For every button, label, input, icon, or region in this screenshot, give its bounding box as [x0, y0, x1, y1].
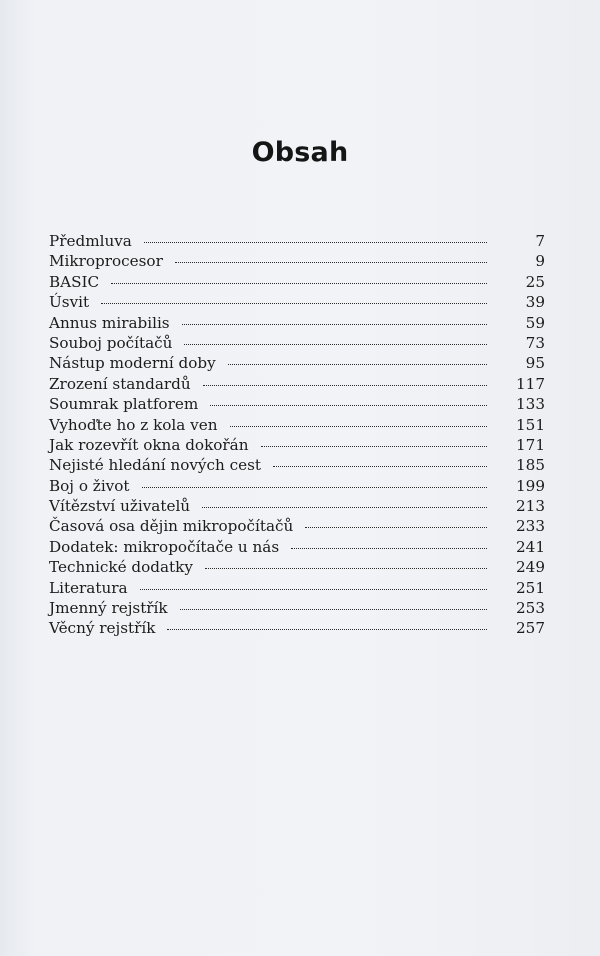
- toc-entry-page-number: 185: [516, 456, 545, 475]
- dot-leader: [261, 446, 487, 447]
- toc-entry: [49, 251, 545, 271]
- toc-entry-title: Vítězství uživatelů: [49, 497, 191, 516]
- toc-entry-page-number: 39: [525, 293, 545, 312]
- dot-leader: [182, 324, 487, 325]
- toc-entry-page-number: 117: [516, 374, 545, 393]
- toc-entry: [49, 374, 545, 394]
- toc-entry-page-number: 73: [525, 333, 545, 352]
- dot-leader: [175, 262, 487, 263]
- toc-entry: [49, 333, 545, 353]
- dot-leader: [144, 242, 487, 243]
- toc-entry-title: Úsvit: [49, 293, 90, 312]
- toc-entry-title: Zrození standardů: [49, 374, 191, 393]
- toc-entry: [49, 292, 545, 312]
- page-title: Obsah: [251, 137, 349, 168]
- dot-leader: [167, 629, 487, 630]
- toc-entry-page-number: 257: [516, 619, 545, 638]
- dot-leader: [140, 589, 487, 590]
- toc-entry-page-number: 151: [516, 415, 545, 434]
- toc-entry-page-number: 133: [516, 395, 545, 414]
- toc-entry-page-number: 7: [535, 232, 545, 250]
- toc-entry: [49, 537, 545, 557]
- toc-entry-page-number: 249: [516, 558, 545, 577]
- dot-leader: [210, 405, 487, 406]
- toc-entry-page-number: 9: [535, 252, 545, 271]
- toc-entry: [49, 557, 545, 577]
- dot-leader: [205, 568, 487, 569]
- toc-entry-title: Nejisté hledání nových cest: [49, 456, 262, 475]
- toc-entry-title: Jmenný rejstřík: [49, 599, 168, 618]
- dot-leader: [228, 364, 487, 365]
- toc-entry-page-number: 253: [516, 599, 545, 618]
- dot-leader: [202, 507, 487, 508]
- toc-entry-title: Soumrak platforem: [49, 395, 199, 414]
- toc-entry: [49, 231, 545, 251]
- toc-entry: [49, 415, 545, 435]
- dot-leader: [111, 283, 487, 284]
- toc-entry-title: Boj o život: [49, 476, 130, 495]
- dot-leader: [142, 487, 488, 488]
- toc-entry-page-number: 241: [516, 537, 545, 556]
- toc-entry-title: Nástup moderní doby: [49, 354, 216, 373]
- toc-entry-page-number: 59: [525, 313, 545, 332]
- toc-entry-title: Souboj počítačů: [49, 333, 173, 352]
- toc-entry: [49, 353, 545, 373]
- toc-entry: [49, 618, 545, 638]
- toc-entry-page-number: 95: [525, 354, 545, 373]
- toc-entry: [49, 516, 545, 536]
- toc-entry-title: Mikroprocesor: [49, 252, 163, 271]
- toc-entry: [49, 578, 545, 598]
- toc-entry-page-number: 171: [516, 435, 545, 454]
- toc-entry: [49, 598, 545, 618]
- dot-leader: [180, 609, 487, 610]
- dot-leader: [273, 466, 487, 467]
- toc-entry-page-number: 251: [516, 578, 545, 597]
- toc-entry-title: Annus mirabilis: [49, 313, 170, 332]
- toc-entry: [49, 435, 545, 455]
- dot-leader: [184, 344, 487, 345]
- toc-entry-page-number: 213: [516, 497, 545, 516]
- toc-entry-page-number: 199: [516, 476, 545, 495]
- toc-entry-title: Technické dodatky: [49, 558, 193, 577]
- toc-entry-title: Literatura: [49, 578, 128, 597]
- toc-entry: [49, 476, 545, 496]
- toc-entry: [49, 394, 545, 414]
- dot-leader: [305, 527, 487, 528]
- toc-entry-page-number: 233: [516, 517, 545, 536]
- dot-leader: [230, 426, 487, 427]
- dot-leader: [291, 548, 487, 549]
- toc-entry-page-number: 25: [525, 272, 545, 291]
- toc-entry-title: Vyhoďte ho z kola ven: [49, 415, 218, 434]
- dot-leader: [203, 385, 487, 386]
- toc-entry: [49, 313, 545, 333]
- toc-entry: [49, 496, 545, 516]
- toc-entry-title: BASIC: [49, 272, 100, 291]
- toc-entry-title: Předmluva: [49, 232, 132, 250]
- toc-entry: [49, 272, 545, 292]
- toc-entry-title: Věcný rejstřík: [49, 619, 156, 638]
- toc-entry-title: Časová osa dějin mikropočítačů: [49, 517, 294, 536]
- table-of-contents: [49, 231, 545, 639]
- toc-entry: [49, 455, 545, 475]
- toc-entry-title: Jak rozevřít okna dokořán: [49, 435, 249, 454]
- toc-entry-title: Dodatek: mikropočítače u nás: [49, 537, 280, 556]
- dot-leader: [101, 303, 487, 304]
